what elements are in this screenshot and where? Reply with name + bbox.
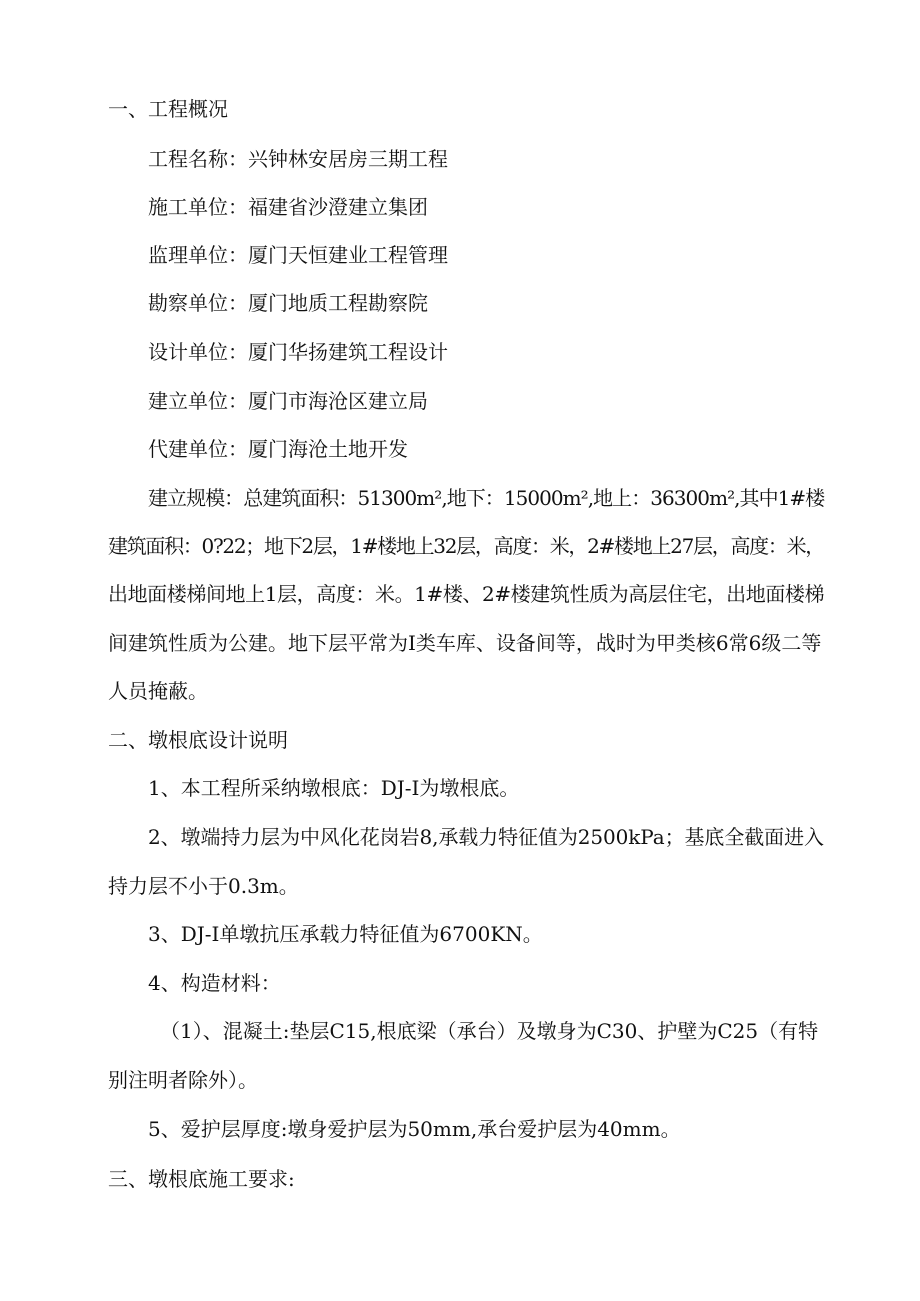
scale-line-2: 建筑面积：0?22；地下2层，1#楼地上32层，高度：米，2#楼地上27层，高度：米， <box>108 534 825 558</box>
section1-heading: 一、工程概况 <box>108 97 228 121</box>
scale-line-1: 建立规模：总建筑面积：51300m²,地下：15000m²,地上：36300m²,其中1#楼 <box>148 486 825 510</box>
design-item-4-sub-line-2: 别注明者除外）。 <box>108 1068 258 1092</box>
field-owner-unit: 建立单位：厦门市海沧区建立局 <box>148 389 428 413</box>
field-survey-unit: 勘察单位：厦门地质工程勘察院 <box>148 291 428 315</box>
scale-line-3: 出地面楼梯间地上1层，高度：米。1#楼、2#楼建筑性质为高层住宅，出地面楼梯 <box>108 582 825 606</box>
design-item-4: 4、构造材料： <box>148 971 281 995</box>
design-item-2-line-1: 2、墩端持力层为中风化花岗岩8,承载力特征值为2500kPa；基底全截面进入 <box>148 825 824 849</box>
scale-line-4: 间建筑性质为公建。地下层平常为I类车库、设备间等，战时为甲类核6常6级二等 <box>108 631 822 655</box>
field-construction-unit: 施工单位：福建省沙澄建立集团 <box>148 195 428 219</box>
design-item-4-sub-line-1: （1）、混凝土:垫层C15,根底梁（承台）及墩身为C30、护壁为C25（有特 <box>160 1019 819 1043</box>
field-agent-unit: 代建单位：厦门海沧土地开发 <box>148 437 408 461</box>
scale-line-5: 人员掩蔽。 <box>108 679 208 703</box>
section2-heading: 二、墩根底设计说明 <box>108 728 288 752</box>
field-design-unit: 设计单位：厦门华扬建筑工程设计 <box>148 340 448 364</box>
design-item-3: 3、DJ-I单墩抗压承载力特征值为6700KN。 <box>148 922 543 946</box>
design-item-5: 5、爱护层厚度:墩身爱护层为50mm,承台爱护层为40mm。 <box>148 1117 681 1141</box>
field-supervision-unit: 监理单位：厦门天恒建业工程管理 <box>148 243 448 267</box>
field-project-name: 工程名称：兴钟林安居房三期工程 <box>148 147 448 171</box>
section3-heading: 三、墩根底施工要求: <box>108 1167 295 1191</box>
design-item-2-line-2: 持力层不小于0.3m。 <box>108 874 299 898</box>
design-item-1: 1、本工程所采纳墩根底：DJ-I为墩根底。 <box>148 776 520 800</box>
